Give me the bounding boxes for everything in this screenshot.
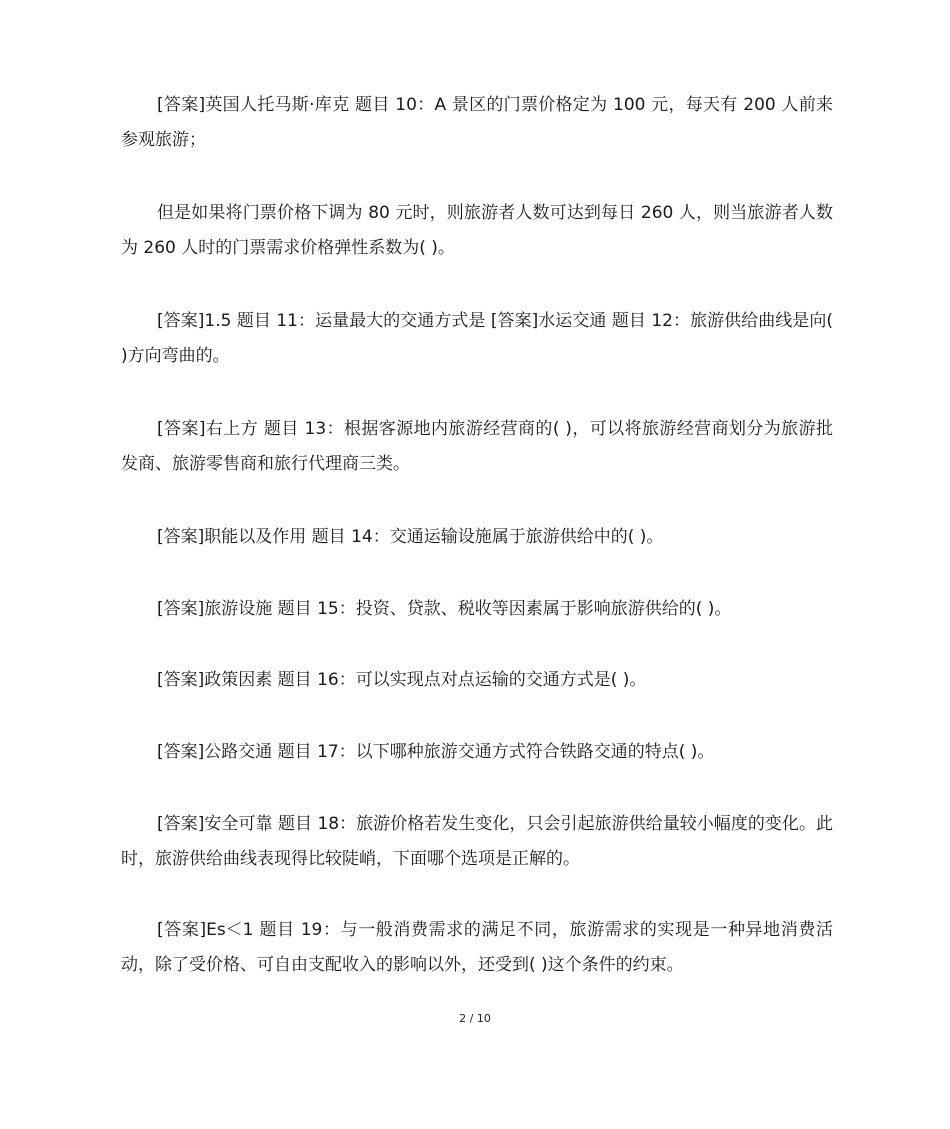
paragraph-answer-13-question-14: [答案]职能以及作用 题目 14：交通运输设施属于旅游供给中的( )。 [157,527,664,547]
paragraph-answer-15-question-16: [答案]政策因素 题目 16：可以实现点对点运输的交通方式是( )。 [157,670,647,690]
page-number: 2 / 10 [459,1012,491,1025]
paragraph-answer-14-question-15: [答案]旅游设施 题目 15：投资、贷款、税收等因素属于影响旅游供给的( )。 [157,599,732,619]
paragraph-answer-17-question-18: [答案]安全可靠 题目 18：旅游价格若发生变化，只会引起旅游供给量较小幅度的变化。此时，旅游供给曲线表现得比较陡峭，下面哪个选项是正解的。 [121,814,833,869]
paragraph-answer-18-question-19: [答案]Es＜1 题目 19：与一般消费需求的满足不同，旅游需求的实现是一种异地消费活动，除了受价格、可自由支配收入的影响以外，还受到( )这个条件的约束。 [121,920,833,975]
paragraph-answer-16-question-17: [答案]公路交通 题目 17：以下哪种旅游交通方式符合铁路交通的特点( )。 [157,742,715,762]
paragraph-question-10-continued: 但是如果将门票价格下调为 80 元时，则旅游者人数可达到每日 260 人，则当旅游者人数为 260 人时的门票需求价格弹性系数为( )。 [121,203,833,258]
paragraph-answer-9-question-10: [答案]英国人托马斯·库克 题目 10：A 景区的门票价格定为 100 元，每天有 200 人前来参观旅游； [121,95,833,150]
paragraph-answer-10-question-11-12: [答案]1.5 题目 11：运量最大的交通方式是 [答案]水运交通 题目 12：旅游供给曲线是向( )方向弯曲的。 [121,311,833,366]
paragraph-answer-12-question-13: [答案]右上方 题目 13：根据客源地内旅游经营商的( )，可以将旅游经营商划分为旅游批发商、旅游零售商和旅行代理商三类。 [121,419,833,474]
